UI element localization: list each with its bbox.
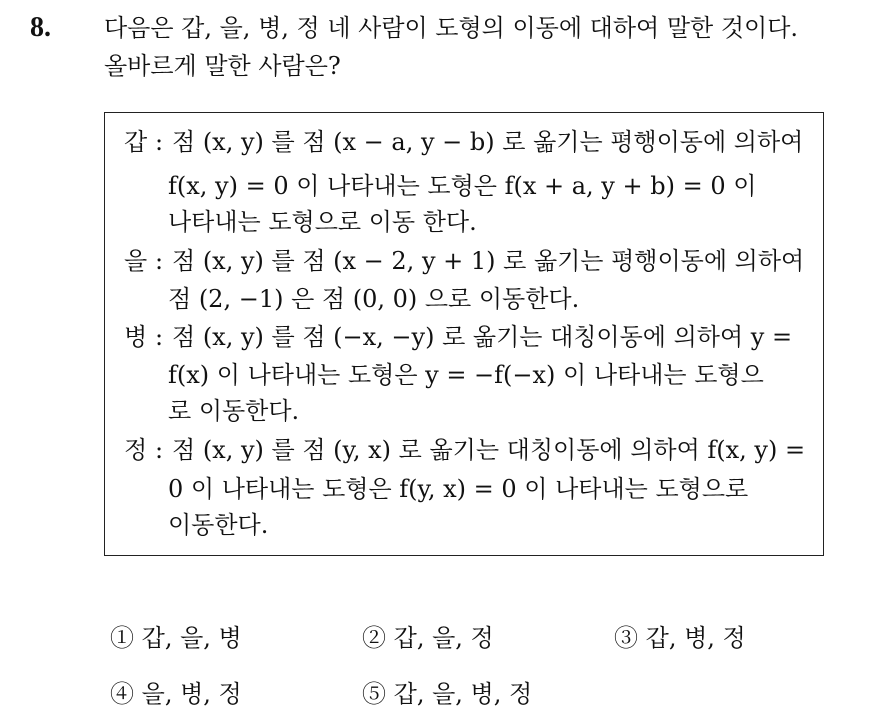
statement-gap-line-3: 나타내는 도형으로 이동 한다.	[168, 208, 477, 236]
statement-label-eul: 을	[124, 247, 148, 275]
statement-byeong-line-3: 로 이동한다.	[168, 397, 300, 425]
choice-1[interactable]: ① 갑, 을, 병	[110, 624, 242, 652]
statement-separator: :	[155, 436, 164, 464]
statement-eul-line-1: 점 (x, y) 를 점 (x − 2, y + 1) 로 옮기는 평행이동에 의하여	[172, 247, 805, 275]
choice-2[interactable]: ② 갑, 을, 정	[362, 624, 494, 652]
statement-separator: :	[155, 128, 164, 156]
statement-gap-line-2: f(x, y) = 0 이 나타내는 도형은 f(x + a, y + b) = 0 이	[168, 172, 757, 200]
statement-gap-line-1: 점 (x, y) 를 점 (x − a, y − b) 로 옮기는 평행이동에 의하여	[172, 128, 804, 156]
statement-byeong-line-2: f(x) 이 나타내는 도형은 y = −f(−x) 이 나타내는 도형으	[168, 361, 764, 389]
statement-separator: :	[155, 323, 164, 351]
statement-byeong-line-1: 점 (x, y) 를 점 (−x, −y) 로 옮기는 대칭이동에 의하여 y =	[172, 323, 793, 351]
question-stem-line-2: 올바르게 말한 사람은?	[104, 52, 341, 80]
choice-5[interactable]: ⑤ 갑, 을, 병, 정	[362, 680, 533, 708]
statement-jeong-line-2: 0 이 나타내는 도형은 f(y, x) = 0 이 나타내는 도형으로	[168, 475, 749, 503]
statement-eul-line-2: 점 (2, −1) 은 점 (0, 0) 으로 이동한다.	[168, 285, 580, 313]
statement-label-jeong: 정	[124, 436, 148, 464]
question-number: 8.	[30, 12, 51, 43]
statement-separator: :	[155, 247, 164, 275]
choice-3[interactable]: ③ 갑, 병, 정	[614, 624, 746, 652]
statement-jeong-line-1: 점 (x, y) 를 점 (y, x) 로 옮기는 대칭이동에 의하여 f(x, y) =	[172, 436, 806, 464]
choice-4[interactable]: ④ 을, 병, 정	[110, 680, 242, 708]
statement-jeong-line-3: 이동한다.	[168, 511, 269, 539]
question-stem-line-1: 다음은 갑, 을, 병, 정 네 사람이 도형의 이동에 대하여 말한 것이다.	[104, 14, 799, 42]
statement-label-byeong: 병	[124, 323, 148, 351]
statement-label-gap: 갑	[124, 128, 148, 156]
